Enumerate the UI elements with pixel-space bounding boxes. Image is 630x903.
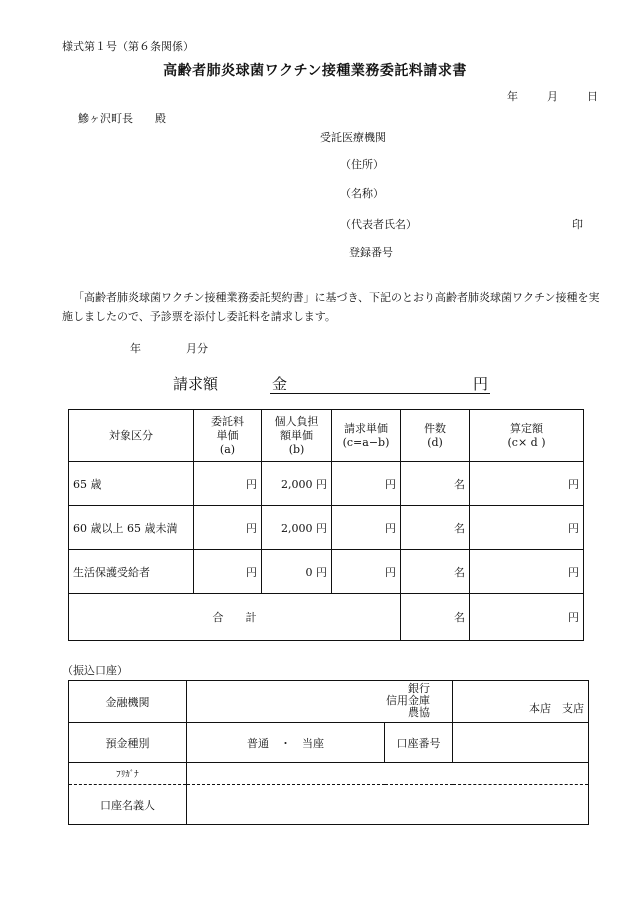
row-total[interactable]: 円 xyxy=(470,506,584,550)
deposit-type-label: 預金種別 xyxy=(69,723,187,763)
bank-type-bank: 銀行 xyxy=(408,682,430,695)
row-copay: 2,000 円 xyxy=(262,462,332,506)
document-title: 高齢者肺炎球菌ワクチン接種業務委託料請求書 xyxy=(163,63,467,79)
deposit-row xyxy=(69,723,589,763)
sum-total[interactable]: 円 xyxy=(470,594,584,641)
header-copay: 個人負担 額単価 (b) xyxy=(262,410,332,462)
table-row xyxy=(69,550,584,594)
row-unit[interactable]: 円 xyxy=(332,506,401,550)
amount-underline xyxy=(270,393,490,394)
row-count[interactable]: 名 xyxy=(401,550,470,594)
table-header-row xyxy=(69,410,584,462)
institution-name-label: （名称） xyxy=(340,187,384,200)
furigana-field[interactable] xyxy=(187,763,589,785)
table-row xyxy=(69,506,584,550)
fee-table xyxy=(68,409,584,641)
bank-institution-row xyxy=(69,681,589,723)
header-category: 対象区分 xyxy=(69,410,194,462)
amount-yen: 円 xyxy=(473,375,489,393)
row-fee[interactable]: 円 xyxy=(194,550,262,594)
form-number: 様式第１号（第６条関係） xyxy=(62,40,194,53)
institution-label: 受託医療機関 xyxy=(320,131,386,144)
period-month: 月分 xyxy=(186,342,208,355)
bank-type-credit: 信用金庫 xyxy=(386,694,430,707)
deposit-type-value[interactable]: 普通 ・ 当座 xyxy=(187,723,385,763)
account-number-label: 口座番号 xyxy=(385,723,453,763)
addressee: 鰺ヶ沢町長 殿 xyxy=(78,112,166,125)
representative-label: （代表者氏名） xyxy=(340,218,417,231)
period-year: 年 xyxy=(130,342,141,355)
bank-type-cell[interactable] xyxy=(187,681,453,723)
row-category: 60 歳以上 65 歳未満 xyxy=(69,506,194,550)
furigana-row xyxy=(69,763,589,785)
bank-table xyxy=(68,680,589,825)
row-total[interactable]: 円 xyxy=(470,550,584,594)
holder-label: 口座名義人 xyxy=(69,785,187,825)
table-row xyxy=(69,462,584,506)
furigana-label: ﾌﾘｶﾞﾅ xyxy=(69,763,187,785)
date-year: 年 xyxy=(507,90,518,103)
row-count[interactable]: 名 xyxy=(401,462,470,506)
institution-address-label: （住所） xyxy=(340,158,384,171)
row-unit[interactable]: 円 xyxy=(332,462,401,506)
header-unit-claim: 請求単価 (c=a−b) xyxy=(332,410,401,462)
institution-label-cell: 金融機関 xyxy=(69,681,187,723)
row-total[interactable]: 円 xyxy=(470,462,584,506)
request-statement: 「高齢者肺炎球菌ワクチン接種業務委託契約書」に基づき、下記のとおり高齢者肺炎球菌ワクチン接種を実施しましたので、予診票を添付し委託料を請求します。 xyxy=(62,291,600,323)
holder-row xyxy=(69,785,589,825)
date-month: 月 xyxy=(547,90,558,103)
amount-kin: 金 xyxy=(272,375,288,393)
bank-type-agri: 農協 xyxy=(408,706,430,719)
row-category: 生活保護受給者 xyxy=(69,550,194,594)
seal-mark: 印 xyxy=(572,218,583,231)
row-count[interactable]: 名 xyxy=(401,506,470,550)
header-total: 算定額 (c× d ) xyxy=(470,410,584,462)
holder-field[interactable] xyxy=(187,785,589,825)
row-fee[interactable]: 円 xyxy=(194,506,262,550)
row-unit[interactable]: 円 xyxy=(332,550,401,594)
date-day: 日 xyxy=(587,90,598,103)
row-copay: 0 円 xyxy=(262,550,332,594)
row-category: 65 歳 xyxy=(69,462,194,506)
header-fee: 委託料 単価 (a) xyxy=(194,410,262,462)
sum-count[interactable]: 名 xyxy=(401,594,470,641)
bank-section-label: （振込口座） xyxy=(62,664,128,677)
row-fee[interactable]: 円 xyxy=(194,462,262,506)
branch-cell[interactable]: 本店 支店 xyxy=(453,681,589,723)
sum-label: 合 計 xyxy=(69,594,401,641)
row-copay: 2,000 円 xyxy=(262,506,332,550)
sum-row xyxy=(69,594,584,641)
account-number-field[interactable] xyxy=(453,723,589,763)
registration-number-label: 登録番号 xyxy=(349,246,393,259)
header-count: 件数 (d) xyxy=(401,410,470,462)
amount-label: 請求額 xyxy=(173,375,219,393)
